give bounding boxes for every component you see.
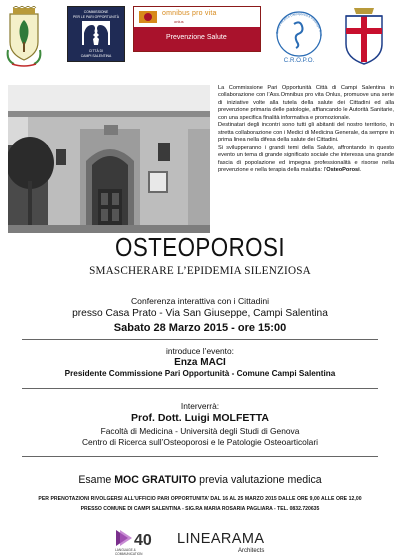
- pari-logo-line: CITTÀ DI: [88, 49, 104, 53]
- pari-opportunita-commission-logo: [67, 6, 125, 62]
- pari-logo-line: PER LE PARI OPPORTUNITÀ: [72, 15, 120, 19]
- introducer-name: Enza MACI: [174, 357, 226, 368]
- intro-paragraph-3-start: Si svilupperanno i grandi temi della Salute, affrontando in questo evento un tema di grande significato sociale che interessa una grande fascia di popolazione ed impegna professionalità e risorse nella prevenzione e nella terapia della malattia: l’: [218, 144, 394, 173]
- exam-prefix: Esame: [78, 474, 115, 486]
- language-logo-number: 40: [134, 532, 152, 549]
- pari-logo-line: COMMISSIONE: [83, 10, 109, 14]
- omnibus-sub: onlus: [174, 19, 184, 24]
- booking-info-line-1: PER PRENOTAZIONI RIVOLGERSI ALL’UFFICIO PARI OPPORTUNITA’ DAL 16 AL 25 MARZO 2015 DALLE ORE 9,00 ALLE ORE 12,00: [38, 496, 362, 502]
- omnibus-emblem-icon: [138, 9, 158, 25]
- intro-paragraph-3: [218, 145, 394, 175]
- linearama-name: LINEARAMA: [177, 531, 265, 547]
- silhouette-faces-icon: [82, 21, 110, 45]
- conference-type: Conferenza interattiva con i Cittadini: [130, 296, 270, 306]
- exam-suffix: previa valutazione medica: [196, 474, 322, 486]
- osteoporosi-emphasis: OsteoPorosi: [326, 166, 360, 173]
- linearama-sub: Architects: [238, 548, 265, 554]
- event-subtitle: SMASCHERARE L’EPIDEMIA SILENZIOSA: [89, 265, 311, 277]
- divider: [22, 339, 378, 340]
- divider: [22, 388, 378, 389]
- universita-genova-crest-logo: [340, 6, 388, 66]
- svg-text:Centro Ricerca Osteoporosi e P: [270, 6, 323, 37]
- intro-paragraph-2: Destinatari degli incontri sono tutti gli abitanti del nostro territorio, in stretta collaborazione con i Medici di Medicina Generale, da sempre in prima linea nella difesa della salute dei Cittadini.: [218, 122, 394, 144]
- omnibus-name: omnibus pro vita: [162, 10, 217, 17]
- omnibus-caption: Prevenzione Salute: [166, 34, 227, 41]
- speaker-affiliation-1: Facoltà di Medicina - Università degli Studi di Genova: [100, 426, 300, 436]
- event-date: Sabato 28 Marzo 2015 - ore 15:00: [113, 322, 287, 334]
- booking-info-line-2: PRESSO COMUNE DI CAMPI SALENTINA - SIG.RA MARIA ROSARIA PAGLIARA - TEL. 0832.720635: [80, 506, 320, 512]
- omnibus-pro-vita-logo: [133, 6, 261, 52]
- introduce-label: introduce l’evento:: [166, 346, 234, 356]
- speaker-affiliation-2: Centro di Ricerca sull’Osteoporosi e le Patologie Osteoarticolari: [81, 437, 318, 447]
- speaker-name: Prof. Dott. Luigi MOLFETTA: [130, 412, 270, 424]
- intro-paragraph-1: La Commissione Pari Opportunità Città di Campi Salentina in collaborazione con l’Ass.Omnibus pro vita Onlus, promuove una serie di iniziative volte alla tutela della salute dei Cittadini ed alla prevenzione primaria delle patologie, affiancando le Autorità Sanitarie, con una specifica finalità informativa e promozionale.: [218, 85, 394, 121]
- speaker-label: Interverrà:: [180, 401, 220, 411]
- cropo-arc-text: Centro Ricerca Osteoporosi e Patologie Oste: [275, 11, 324, 37]
- divider: [22, 456, 378, 457]
- event-title: OSTEOPOROSI: [115, 232, 285, 262]
- casa-prato-photo: [8, 85, 210, 233]
- linearama-architects-logo: [176, 528, 276, 556]
- cropo-logo: [270, 6, 328, 64]
- event-venue: presso Casa Prato - Via San Giuseppe, Campi Salentina: [72, 308, 328, 319]
- language-communication-40-logo: [114, 528, 160, 556]
- language-logo-line-2: COMMUNICATION: [115, 552, 143, 556]
- pari-logo-line: CAMPI SALENTINA: [80, 54, 112, 58]
- intro-paragraph-3-end: .: [359, 166, 362, 173]
- cropo-acronym: C.R.O.P.O.: [283, 57, 315, 64]
- intro-text: [218, 85, 394, 174]
- free-exam-notice: [0, 474, 400, 486]
- language-logo-line-1: LANGUAGE &: [115, 548, 136, 552]
- campi-salentina-coat-of-arms-logo: [6, 6, 42, 68]
- exam-bold: MOC GRATUITO: [114, 474, 197, 486]
- introducer-role: Presidente Commissione Pari Opportunità - Comune Campi Salentina: [64, 369, 336, 378]
